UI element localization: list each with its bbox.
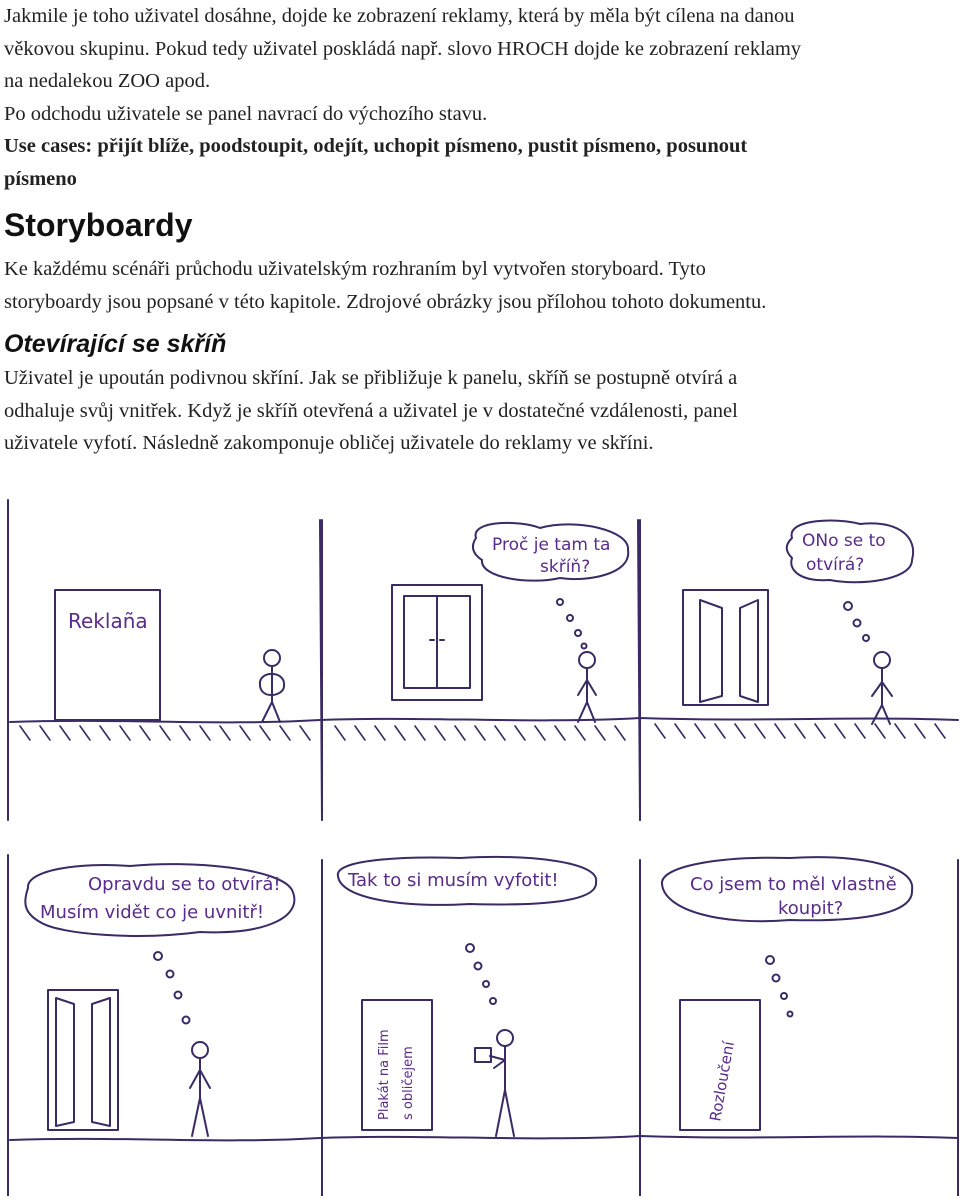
- storyboard-svg: [0, 490, 960, 1196]
- thought-text: Musím vidět co je uvnitř!: [40, 902, 265, 923]
- paragraph-line: na nedalekou ZOO apod.: [4, 70, 211, 92]
- section-heading-storyboardy: Storyboardy: [4, 207, 193, 243]
- poster-text: Plakát na Film: [377, 1029, 392, 1120]
- paragraph-line: storyboardy jsou popsané v této kapitole. Zdrojové obrázky jsou přílohou tohoto dokumentu.: [4, 290, 767, 313]
- wardrobe-opening: [683, 590, 768, 705]
- person-figure: [872, 652, 892, 724]
- thought-text: Opravdu se to otvírá!: [88, 874, 281, 895]
- subsection-heading-skrin: Otevírající se skříň: [4, 330, 227, 358]
- person-figure: [490, 1030, 514, 1136]
- paragraph-line: Uživatel je upoután podivnou skříní. Jak se přibližuje k panelu, skříň se postupně otvírá a: [4, 367, 738, 389]
- paragraph-line: Jakmile je toho uživatel dosáhne, dojde ke zobrazení reklamy, která by měla být cílena na danou: [4, 5, 795, 27]
- poster-text: s obličejem: [401, 1046, 416, 1120]
- poster-text: Rozloučení: [706, 1039, 738, 1123]
- ad-panel-label: Reklaña: [68, 609, 148, 633]
- person-figure: [578, 652, 596, 722]
- thought-text: skříň?: [540, 557, 591, 577]
- thought-text: Tak to si musím vyfotit!: [348, 870, 559, 891]
- thought-text: Co jsem to měl vlastně: [690, 874, 897, 895]
- paragraph-line: uživatele vyfotí. Následně zakomponuje obličej uživatele do reklamy ve skříni.: [4, 432, 654, 454]
- thought-text: ONo se to: [802, 531, 886, 551]
- paragraph-line: Ke každému scénáři průchodu uživatelským rozhraním byl vytvořen storyboard. Tyto: [4, 258, 706, 280]
- camera: [475, 1048, 491, 1062]
- document-text: [4, 0, 956, 460]
- paragraph-line: odhaluje svůj vnitřek. Když je skříň otevřená a uživatel je v dostatečné vzdálenosti, panel: [4, 399, 738, 422]
- person-figure: [190, 1042, 210, 1136]
- paragraph-line: Po odchodu uživatele se panel navrací do výchozího stavu.: [4, 102, 488, 125]
- thought-text: otvírá?: [806, 555, 865, 575]
- wardrobe-open: [48, 990, 118, 1130]
- person-figure: [260, 650, 284, 722]
- film-poster: [362, 1000, 432, 1130]
- use-cases-line: Use cases: přijít blíže, poodstoupit, odejít, uchopit písmeno, pustit písmeno, posunout: [4, 135, 748, 157]
- use-cases-line: písmeno: [4, 167, 77, 190]
- paragraph-line: věkovou skupinu. Pokud tedy uživatel poskládá např. slovo HROCH dojde ke zobrazení reklamy: [4, 37, 802, 60]
- thought-text: Proč je tam ta: [492, 535, 611, 555]
- storyboard-sketch: [0, 490, 960, 1196]
- thought-text: koupit?: [778, 898, 844, 919]
